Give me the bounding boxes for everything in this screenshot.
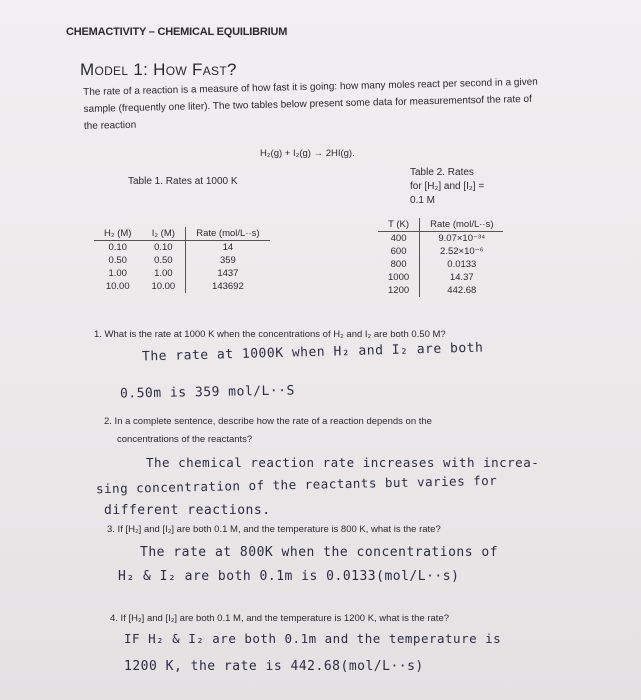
intro-paragraph: The rate of a reaction is a measure of how fast it is going: how many moles react per second in a given sample (frequently one liter). The two tables below present some data for measurementsof the rate of the reaction [83, 76, 538, 132]
worksheet-header: CHEMACTIVITY – CHEMICAL EQUILIBRIUM [66, 26, 288, 38]
table2-title-line: Table 2. Rates [410, 167, 474, 178]
table-row [378, 245, 503, 258]
table-cell: 1.00 [108, 268, 127, 279]
table2-title-line: for [H₂] and [I₂] = [410, 181, 485, 192]
answer-2-line: sing concentration of the reactants but varies for [95, 472, 498, 497]
table-cell: 800 [390, 259, 407, 270]
answer-1-line: The rate at 1000K when H₂ and I₂ are both [141, 340, 484, 365]
answer-2-line: The chemical reaction rate increases with increa- [146, 455, 540, 470]
question-2-cont: concentrations of the reactants? [117, 434, 253, 445]
table-cell: 600 [390, 246, 407, 257]
table-cell: 2.52×10⁻⁶ [420, 245, 504, 258]
table-header: Rate (mol/L··s) [186, 227, 270, 241]
table-cell: 14.37 [420, 271, 504, 284]
table-cell: 1200 [388, 285, 410, 296]
table-cell: 14 [186, 241, 270, 255]
question-2: 2. In a complete sentence, describe how the rate of a reaction depends on the [104, 416, 432, 427]
table-header: I₂ (M) [141, 227, 185, 241]
table-cell: 359 [186, 254, 270, 267]
table-cell: 0.50 [154, 255, 173, 266]
table-cell: 1.00 [154, 268, 173, 279]
table-row [94, 267, 270, 280]
table1-title: Table 1. Rates at 1000 K [128, 176, 238, 187]
table-cell: 0.50 [108, 255, 127, 266]
table-cell: 400 [390, 233, 407, 244]
table-cell: 442.68 [420, 284, 504, 297]
answer-4-line: 1200 K, the rate is 442.68(mol/L··s) [124, 659, 424, 674]
table-row [94, 254, 270, 267]
answer-1-line: 0.50m is 359 mol/L··S [119, 383, 295, 402]
table-header: Rate (mol/L··s) [420, 218, 504, 232]
table-row [378, 271, 503, 284]
table-cell: 0.10 [154, 242, 173, 253]
table-cell: 0.0133 [420, 258, 504, 271]
table-cell: 1000 [388, 272, 410, 283]
table1-concentration-rates [94, 227, 270, 293]
table-cell: 10.00 [105, 281, 130, 292]
table-cell: 143692 [186, 280, 270, 293]
reaction-equation: H₂(g) + I₂(g) → 2HI(g). [260, 148, 355, 159]
answer-4-line: IF H₂ & I₂ are both 0.1m and the temperature is [124, 631, 502, 646]
table-cell: 10.00 [151, 281, 176, 292]
table-header: H₂ (M) [94, 227, 141, 241]
table2-temperature-rates [378, 218, 503, 297]
table-cell: 1437 [186, 267, 270, 280]
table2-title [410, 166, 484, 208]
table-row [378, 232, 503, 246]
table2-title-line: 0.1 M [410, 195, 436, 206]
table-row [378, 284, 503, 297]
table-cell: 9.07×10⁻³⁴ [420, 232, 504, 246]
model-title: Model 1: How Fast? [80, 60, 237, 79]
table-row [94, 280, 270, 293]
table-cell: 0.10 [108, 242, 127, 253]
table-row [378, 258, 503, 271]
question-3: 3. If [H₂] and [I₂] are both 0.1 M, and the temperature is 800 K, what is the rate? [107, 524, 441, 535]
answer-3-line: H₂ & I₂ are both 0.1m is 0.0133(mol/L··s) [118, 569, 460, 584]
question-4: 4. If [H₂] and [I₂] are both 0.1 M, and the temperature is 1200 K, what is the rate? [110, 613, 450, 624]
question-1: 1. What is the rate at 1000 K when the concentrations of H₂ and I₂ are both 0.50 M? [94, 329, 446, 340]
table-row [94, 241, 270, 255]
answer-2-line: different reactions. [104, 503, 271, 518]
table-header: T (K) [378, 218, 420, 232]
answer-3-line: The rate at 800K when the concentrations of [140, 545, 499, 560]
